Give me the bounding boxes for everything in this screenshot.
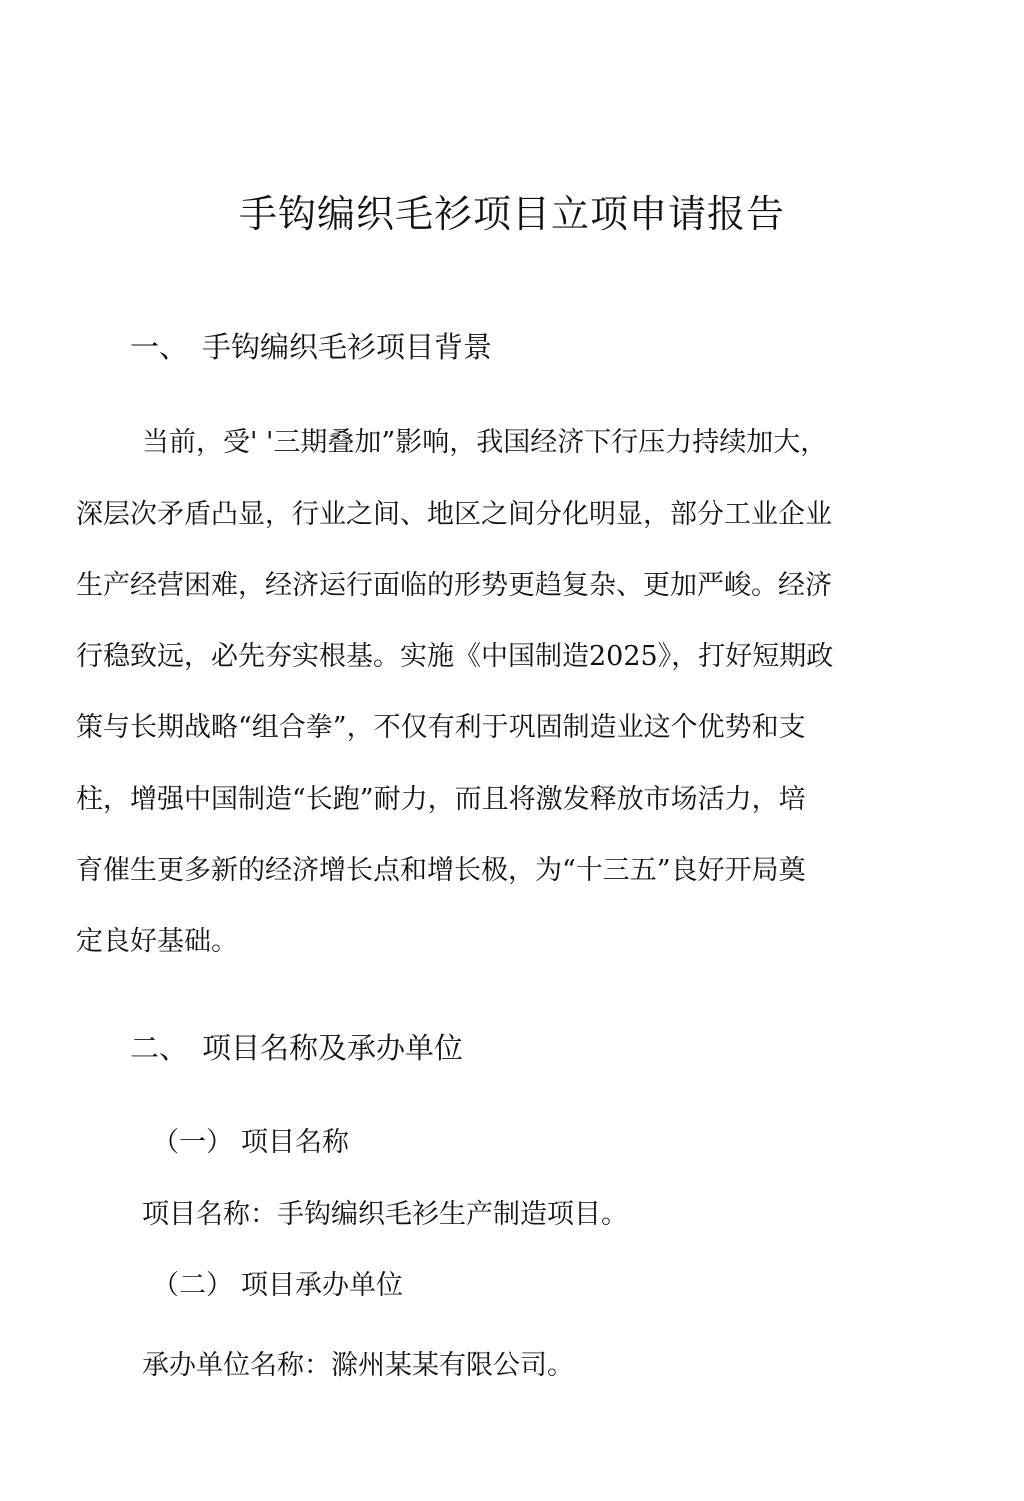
subsection-heading-organizer — [152, 1267, 403, 1305]
paragraph-line: 策与长期战略“组合拳”，不仅有利于巩固制造业这个优势和支 — [76, 712, 806, 743]
paragraph-line: 生产经营困难，经济运行面临的形势更趋复杂、更加严峻。经济 — [76, 570, 832, 601]
section-number: 一、 — [130, 330, 189, 364]
section-heading-background — [130, 327, 492, 367]
subsection-title: 项目名称 — [241, 1127, 349, 1158]
paragraph-line: 当前，受' '三期叠加”影响，我国经济下行压力持续加大， — [142, 427, 828, 458]
section-heading-project-name — [130, 1028, 463, 1068]
organizer-name-text: 承办单位名称：滁州某某有限公司。 — [142, 1350, 574, 1381]
paragraph-line: 行稳致远，必先夯实根基。实施《中国制造2025》，打好短期政 — [76, 641, 834, 672]
paragraph-line: 柱，增强中国制造“长跑”耐力，而且将激发释放市场活力，培 — [76, 784, 806, 815]
section-number: 二、 — [130, 1031, 189, 1065]
section-title: 项目名称及承办单位 — [202, 1031, 464, 1065]
subsection-title: 项目承办单位 — [241, 1270, 403, 1301]
document-title: 手钩编织毛衫项目立项申请报告 — [238, 192, 785, 236]
paragraph-line: 深层次矛盾凸显，行业之间、地区之间分化明显，部分工业企业 — [76, 499, 832, 530]
paragraph-line: 育催生更多新的经济增长点和增长极，为“十三五”良好开局奠 — [76, 855, 806, 886]
project-name-text: 项目名称：手钩编织毛衫生产制造项目。 — [142, 1199, 628, 1230]
subsection-number: （一） — [152, 1127, 233, 1158]
section-title: 手钩编织毛衫项目背景 — [202, 330, 493, 364]
paragraph-line: 定良好基础。 — [76, 926, 238, 957]
subsection-number: （二） — [152, 1270, 233, 1301]
subsection-heading-name — [152, 1124, 349, 1162]
